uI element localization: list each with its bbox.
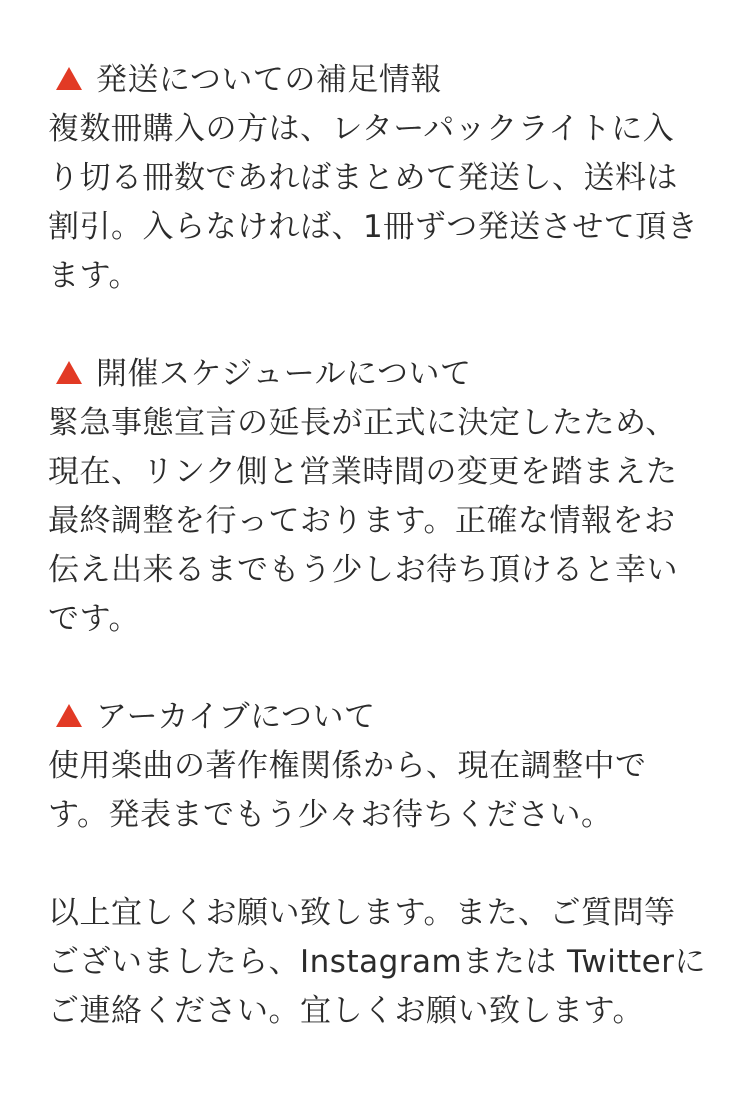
archive-line: 使用楽曲の著作権関係から、現在調整中で (48, 748, 647, 784)
shipping-heading (48, 56, 708, 105)
closing-line: 以上宜しくお願い致します。また、ご質問等 (48, 895, 676, 931)
schedule-heading-text: 開催スケジュールについて (96, 356, 472, 392)
archive-heading-text: アーカイブについて (96, 699, 376, 735)
red-triangle-icon (56, 361, 82, 384)
schedule-line: 最終調整を行っております。正確な情報をお (48, 503, 676, 539)
closing-line: ご連絡ください。宜しくお願い致します。 (48, 993, 645, 1029)
archive-line: す。発表までもう少々お待ちください。 (48, 797, 613, 833)
red-triangle-icon (56, 67, 82, 90)
schedule-line: 緊急事態宣言の延長が正式に決定したため、 (48, 405, 677, 441)
schedule-line: 伝え出来るまでもう少しお待ち頂けると幸い (48, 552, 678, 588)
shipping-line: ます。 (48, 258, 141, 294)
section-spacer (48, 840, 708, 889)
closing-line: ございましたら、Instagramまたは Twitterに (48, 944, 706, 980)
announcement-body (48, 56, 708, 1036)
schedule-line: です。 (48, 601, 141, 637)
shipping-line: り切る冊数であればまとめて発送し、送料は (48, 160, 678, 196)
schedule-section (48, 350, 708, 644)
closing-section (48, 889, 708, 1036)
section-spacer (48, 301, 708, 350)
archive-heading (48, 693, 708, 742)
shipping-heading-text: 発送についての補足情報 (96, 62, 442, 98)
schedule-line: 現在、リンク側と営業時間の変更を踏まえた (48, 454, 678, 490)
red-triangle-icon (56, 704, 82, 727)
archive-section (48, 693, 708, 840)
shipping-section (48, 56, 708, 301)
schedule-heading (48, 350, 708, 399)
shipping-line: 割引。入らなければ、1冊ずつ発送させて頂き (48, 209, 699, 245)
shipping-line: 複数冊購入の方は、レターパックライトに入 (48, 111, 675, 147)
section-spacer (48, 644, 708, 693)
